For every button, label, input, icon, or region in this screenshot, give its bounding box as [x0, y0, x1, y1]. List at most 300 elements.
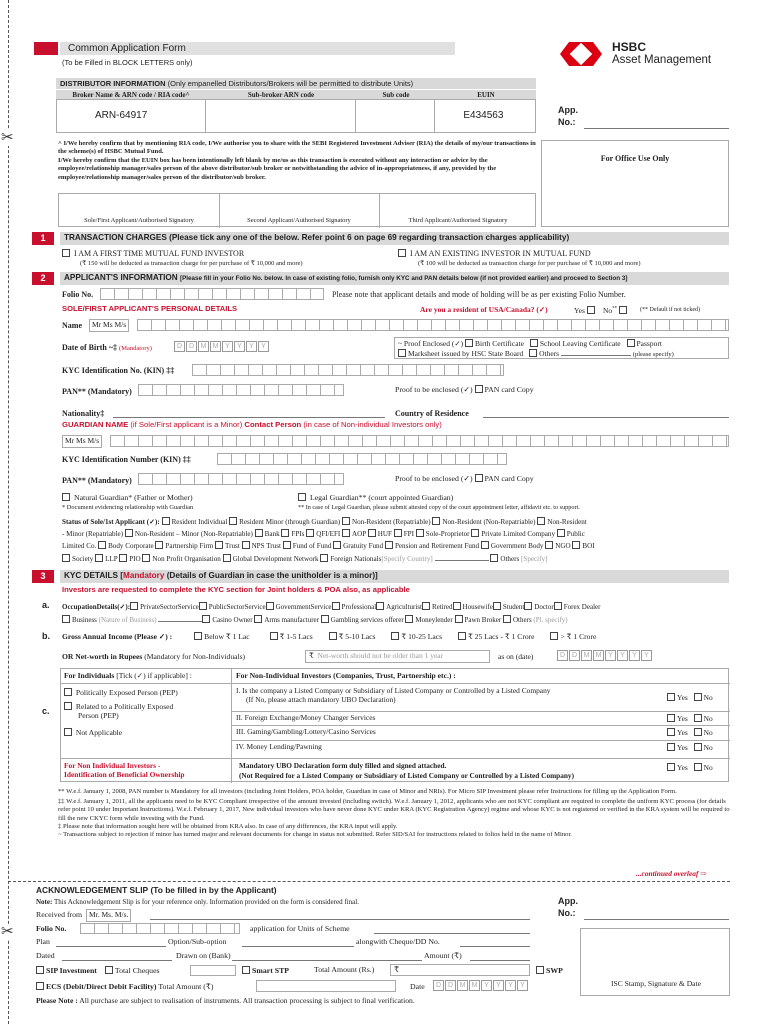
pan-copy-checkbox[interactable] — [475, 385, 483, 393]
total-cheques-checkbox[interactable] — [105, 966, 113, 974]
date-box[interactable]: D — [174, 341, 185, 352]
income-opt: Below ₹ 1 Lac — [204, 632, 250, 641]
passport-label: Passport — [636, 339, 662, 348]
status-checkbox[interactable] — [545, 541, 553, 549]
contact-note: (in case of Non-individual Investors only) — [303, 420, 442, 429]
status-checkbox[interactable] — [215, 541, 223, 549]
occ-checkbox[interactable] — [453, 602, 461, 610]
q2-text: II. Foreign Exchange/Money Changer Services — [236, 713, 376, 722]
income-label: Gross Annual Income (Please ✓) : — [62, 632, 173, 641]
form-title-bar — [60, 42, 455, 55]
occ-opt: Others — [513, 615, 532, 624]
euin-field[interactable]: E434563 — [463, 110, 504, 121]
kyc2-input[interactable] — [217, 453, 507, 465]
networth-placeholder: Net-worth should not be older than 1 year — [317, 651, 444, 660]
pep-table — [60, 668, 729, 782]
ecs-amount-input[interactable] — [256, 980, 396, 992]
status-checkbox[interactable] — [62, 554, 70, 562]
q-yes-checkbox[interactable] — [667, 743, 675, 751]
hsbc-logo — [560, 40, 710, 76]
app-no-line — [584, 128, 729, 129]
status-opt: FPI — [403, 530, 414, 539]
ecs-total-label: Total Amount (₹) — [158, 982, 214, 991]
occ-opt: Doctor — [534, 603, 554, 611]
date-box[interactable]: M — [593, 650, 604, 661]
footnote-4: ~ Transactions subject to rejection if minor has turned major and relevant documents for change in status not submitted. Refer SID/SAI for instructions related to folios held in the name of Minor. — [58, 831, 572, 839]
status-opt: NPS Trust — [251, 542, 281, 551]
nationality-line[interactable] — [113, 417, 385, 418]
sip-checkbox[interactable] — [36, 966, 44, 974]
status-opt: Fund of Fund — [292, 542, 332, 551]
occupation-label: OccupationDetails(✓): — [62, 603, 131, 611]
status-opt: Global Development Network — [232, 554, 319, 563]
occ-checkbox[interactable] — [202, 615, 210, 623]
date-box[interactable]: M — [210, 341, 221, 352]
income-checkbox[interactable] — [270, 632, 278, 640]
status-opt: Non-Resident – Minor (Non-Repatriable) — [134, 530, 253, 539]
legal-guardian[interactable] — [298, 493, 453, 503]
specify-country: [Specify Country] — [381, 554, 433, 563]
form-title: Common Application Form — [68, 43, 186, 54]
date-box[interactable]: Y — [605, 650, 616, 661]
pan2-copy-label: PAN card Copy — [484, 474, 534, 483]
status-opt: Foreign Nationals — [330, 554, 382, 563]
pan2-input[interactable] — [138, 473, 344, 485]
q2-yn[interactable] — [667, 714, 713, 724]
date-box[interactable]: M — [581, 650, 592, 661]
occ-opt: GovernmentService — [275, 603, 332, 611]
total-cheques-label: Total Cheques — [114, 966, 160, 975]
status-checkbox[interactable] — [242, 541, 250, 549]
ubo-no-checkbox[interactable] — [694, 763, 702, 771]
date-box[interactable]: Y — [258, 341, 269, 352]
occ-opt: Agriculturist — [386, 603, 422, 611]
declaration-euin: I/We hereby confirm that the EUIN box has been intentionally left blank by me/us as this transaction is executed without any interaction or advice by the employee/relationship manager/sales person of the above distributor/sub broker or notwithstanding the advice of in-appropriateness, if any, provided by the employee/relationship manager/sales person of the distributor/sub broker. — [58, 156, 497, 181]
date-box[interactable]: Y — [617, 650, 628, 661]
ack-note-label: Note: — [36, 898, 53, 906]
total-amount-text: Total Amount (Rs.) — [314, 965, 375, 974]
date-box[interactable]: Y — [641, 650, 652, 661]
guardian-titles: Mr Ms M/s — [62, 435, 102, 448]
income-checkbox[interactable] — [391, 632, 399, 640]
guardian-name-input[interactable] — [110, 435, 729, 447]
income-opt: ₹ 10-25 Lacs — [401, 632, 443, 641]
q-no-checkbox[interactable] — [694, 743, 702, 751]
occ-checkbox[interactable] — [554, 602, 562, 610]
broker-code-field[interactable]: ARN-64917 — [57, 100, 206, 132]
section-1-number: 1 — [32, 232, 54, 245]
status-checkbox[interactable] — [537, 517, 545, 525]
status-checkbox[interactable] — [119, 554, 127, 562]
total-cheques-input[interactable] — [190, 965, 236, 976]
income-row — [62, 632, 596, 642]
status-checkbox[interactable] — [229, 517, 237, 525]
date-box[interactable]: Y — [629, 650, 640, 661]
ecs-label: ECS (Debit/Direct Debit Facility) — [46, 982, 157, 991]
occ-checkbox[interactable] — [405, 615, 413, 623]
kyc2-label: KYC Identification Number (KIN) ‡‡ — [62, 455, 191, 464]
pan-proof-label: Proof to be enclosed (✓) — [395, 385, 473, 394]
yes-label: Yes — [677, 693, 688, 702]
status-opt: Sole-Proprietor — [425, 530, 470, 539]
ubo-red-1: For Non Individual Investors - — [64, 761, 161, 770]
legal-guardian-checkbox[interactable] — [298, 493, 306, 501]
rpep-option[interactable] — [64, 702, 173, 720]
footnotes — [58, 788, 730, 839]
status-checkbox[interactable] — [572, 541, 580, 549]
ecs-checkbox[interactable] — [36, 982, 44, 990]
date-box[interactable]: D — [186, 341, 197, 352]
status-checkbox[interactable] — [255, 529, 263, 537]
pep-option[interactable] — [64, 688, 178, 698]
ack-heading — [36, 886, 277, 896]
dob-label — [62, 343, 152, 352]
swp-checkbox[interactable] — [536, 966, 544, 974]
ack-date-boxes[interactable] — [433, 980, 529, 991]
occ-checkbox[interactable] — [524, 602, 532, 610]
status-opt: FPIs — [291, 530, 305, 539]
isc-label: ISC Stamp, Signature & Date — [610, 979, 702, 989]
yes-label: Yes — [677, 743, 688, 752]
date-box[interactable]: D — [433, 980, 444, 991]
school-cert-checkbox[interactable] — [530, 339, 538, 347]
status-checkbox[interactable] — [394, 529, 402, 537]
q4-text: IV. Money Lending/Pawning — [236, 742, 322, 751]
q4-yn[interactable] — [667, 743, 713, 753]
pan-label: PAN** (Mandatory) — [62, 387, 132, 396]
pan-proof[interactable] — [395, 385, 534, 395]
date-box[interactable]: Y — [234, 341, 245, 352]
status-checkbox[interactable] — [162, 517, 170, 525]
rpep-label-2: Person (PEP) — [78, 711, 119, 720]
footnote-2: ‡‡ W.e.f. January 1, 2011, all the applicants need to be KYC Compliant irrespective of the amount invested (including switch). W.e.f. January 1, 2012, applicants who are not KYC compliant are required to complete the uniform KYC process (for details refer point 10 under Important Instructions). W.e.f. February 1, 2017, New individual investors who have never done KYC under KRA (KYC Registration Agency) regime and whose KYC is not registered or verified in the KRA system will be required to fill the new CKYC form while investing with the Fund. — [58, 798, 730, 822]
occ-checkbox[interactable] — [493, 602, 501, 610]
smart-stp[interactable] — [242, 966, 289, 976]
q-no-checkbox[interactable] — [694, 728, 702, 736]
folio-label: Folio No. — [62, 290, 94, 299]
pan-input[interactable] — [138, 384, 344, 396]
income-checkbox[interactable] — [194, 632, 202, 640]
dob-text: Date of Birth ~‡ — [62, 343, 118, 352]
occ-checkbox[interactable] — [455, 615, 463, 623]
label-a: a. — [42, 600, 50, 610]
office-use-label: For Office Use Only — [600, 154, 670, 163]
occ-checkbox[interactable] — [266, 602, 274, 610]
sig-third: Third Applicant/Authorised Signatory — [408, 217, 508, 224]
na-checkbox[interactable] — [64, 728, 72, 736]
status-checkbox[interactable] — [125, 529, 133, 537]
nationality-label: Nationality‡ — [62, 409, 105, 418]
sig-second: Second Applicant/Authorised Signatory — [247, 217, 351, 224]
col-broker: Broker Name & ARN code / RIA code^ — [72, 91, 190, 99]
as-on-boxes[interactable] — [557, 650, 653, 661]
name-input[interactable] — [137, 319, 729, 331]
status-opt: Partnership Firm — [165, 542, 214, 551]
contact-person: Contact Person — [244, 420, 302, 429]
income-opt: ₹ 25 Lacs - ₹ 1 Crore — [467, 632, 535, 641]
existing-option[interactable] — [398, 249, 591, 258]
pan2-proof-label: Proof to be enclosed (✓) — [395, 474, 473, 483]
continued-text: ...continued overleaf — [636, 869, 699, 878]
marksheet-label: Marksheet issued by HSC State Board — [408, 348, 524, 358]
kyc-request: Investors are requested to complete the KYC section for Joint holders & POA also, as applicable — [62, 585, 410, 594]
status-others: Others — [500, 554, 520, 563]
sip-row — [36, 966, 160, 976]
date-box[interactable]: Y — [493, 980, 504, 991]
date-box[interactable]: Y — [222, 341, 233, 352]
date-box[interactable]: D — [557, 650, 568, 661]
status-opt: Non-Resident (Non-Repatriable) — [442, 518, 536, 526]
occ-checkbox[interactable] — [254, 615, 262, 623]
folio-input[interactable] — [100, 288, 324, 300]
status-checkbox[interactable] — [283, 541, 291, 549]
occ-opt: Professional — [341, 603, 377, 611]
pep-label: Politically Exposed Person (PEP) — [75, 688, 178, 697]
amount-label: Amount (₹) — [424, 951, 462, 960]
date-box[interactable]: D — [445, 980, 456, 991]
option-line[interactable] — [242, 946, 354, 947]
occ-checkbox[interactable] — [422, 602, 430, 610]
name-titles: Mr Ms M/s — [89, 319, 129, 332]
status-opt: Private Limited Company — [481, 530, 555, 539]
legal-guardian-label: Legal Guardian** (court appointed Guardian) — [309, 493, 454, 502]
q-yes-checkbox[interactable] — [667, 693, 675, 701]
pan2-label: PAN** (Mandatory) — [62, 476, 132, 485]
sip-label: SIP Investment — [46, 966, 97, 975]
natural-guardian-label: Natural Guardian* (Father or Mother) — [73, 493, 193, 502]
cheque-line[interactable] — [460, 946, 530, 947]
subbroker-field[interactable] — [206, 100, 355, 132]
q-no-checkbox[interactable] — [694, 714, 702, 722]
ack-folio-input[interactable] — [80, 923, 240, 934]
swp[interactable] — [536, 966, 563, 976]
status-checkbox[interactable] — [481, 541, 489, 549]
occ-opt: Forex Dealer — [563, 603, 601, 611]
kyc-input[interactable] — [192, 364, 504, 376]
first-time-option[interactable] — [62, 249, 244, 258]
status-checkbox[interactable] — [95, 554, 103, 562]
status-checkbox[interactable] — [320, 554, 328, 562]
first-time-checkbox[interactable] — [62, 249, 70, 257]
office-use-box — [541, 140, 729, 227]
arrow-right-icon: ⇨ — [700, 869, 707, 878]
nature-business: (Nature of Business) — [98, 615, 157, 624]
dated-line[interactable] — [62, 960, 172, 961]
ubo-yn[interactable] — [667, 763, 713, 773]
passport-checkbox[interactable] — [627, 339, 635, 347]
occ-opt: Gambling services offerer — [330, 615, 404, 624]
pan2-copy-checkbox[interactable] — [475, 474, 483, 482]
yes-label: Yes — [677, 728, 688, 737]
status-block: Status of Sole/1st Applicant (✓): Resident Individual Resident Minor (through Guardian) Non-Resident (Repatriable) Non-Resident (Non-Repatriable) Non-Resident - Minor (Repatriable) Non-Resident – Minor (Non-Repatriable) Bank FPIs QFI/EFI AOP HUF FPI Sole-Proprietor Private Limited Company Public Limited Co. Body Corporate Partnership Firm Trust NPS Trust Fund of Fund Gratuity Fund Pension and Retirement Fund Government Body NGO BOI Society LLP PIO Non Profit Organisation Global Development Network Foreign Nationals[Specify Country] Others [Specify] — [62, 518, 595, 563]
specify-label: (please specify) — [632, 350, 674, 358]
q1-text: I. Is the company a Listed Company or Subsidiary of Listed Company or Controlled by a Listed Company — [236, 686, 551, 695]
usa-yes[interactable] — [574, 306, 597, 316]
declaration-ria: ^ I/We hereby confirm that by mentioning RIA code, I/We authorise you to share with the SEBI Registered Investment Adviser (RIA) the details of my/our transactions in the scheme(s) of HSBC Mutual Fund. — [58, 140, 536, 156]
status-opt: Non-Resident (Repatriable) — [351, 518, 431, 526]
occ-checkbox[interactable] — [503, 615, 511, 623]
occ-checkbox[interactable] — [332, 602, 340, 610]
cut-line — [8, 0, 9, 1024]
income-checkbox[interactable] — [329, 632, 337, 640]
status-checkbox[interactable] — [416, 529, 424, 537]
occ-checkbox[interactable] — [376, 602, 384, 610]
occ-opt: PrivateSectorService — [140, 603, 199, 611]
status-opt: NGO — [555, 542, 571, 551]
distributor-heading: DISTRIBUTOR INFORMATION — [60, 79, 166, 88]
ack-note-text: This Acknowledgement Slip is for your reference only. Information provided on the form is considered final. — [53, 898, 359, 906]
sec2-note: [Please fill in your Folio No. below. In case of existing folio, furnish only KYC and PAN details below (if not provided earlier) and proceed to Section 3] — [179, 275, 628, 282]
distributor-note: (Only empanelled Distributors/Brokers will be permitted to distribute Units) — [167, 79, 414, 88]
ubo-declaration: Mandatory UBO Declaration form duly filled and signed attached. — [239, 761, 447, 770]
guardian-heading: GUARDIAN NAME — [62, 420, 129, 429]
occ-checkbox[interactable] — [199, 602, 207, 610]
income-opt: ₹ 1-5 Lacs — [279, 632, 313, 641]
q-yes-checkbox[interactable] — [667, 714, 675, 722]
q3-yn[interactable] — [667, 728, 713, 738]
doc-note-1: * Document evidencing relationship with Guardian — [62, 504, 194, 511]
country-line[interactable] — [483, 417, 729, 418]
status-opt: HUF — [377, 530, 392, 539]
natural-guardian[interactable] — [62, 493, 193, 503]
section-3-header: KYC DETAILS [Mandatory (Details of Guardian in case the unitholder is a minor)] — [60, 570, 729, 583]
option-label: Option/Sub-option — [168, 937, 227, 946]
sec1-note: (Please tick any one of the below. Refer point 6 on page 69 regarding transaction charges applicability) — [169, 233, 570, 242]
status-checkbox[interactable] — [385, 541, 393, 549]
status-opt: Resident Individual — [171, 518, 228, 526]
no-label: No — [703, 743, 713, 752]
dob-boxes[interactable] — [174, 341, 270, 352]
ecs-row[interactable] — [36, 982, 213, 992]
status-opt: Government Body — [490, 542, 544, 551]
status-opt: Pension and Retirement Fund — [394, 542, 480, 551]
status-checkbox[interactable] — [432, 517, 440, 525]
date-box[interactable]: Y — [505, 980, 516, 991]
pan2-proof[interactable] — [395, 474, 534, 484]
usa-no-checkbox[interactable] — [619, 306, 627, 314]
others-checkbox[interactable] — [529, 349, 537, 357]
status-checkbox[interactable] — [368, 529, 376, 537]
no-label: No — [703, 763, 713, 772]
natural-guardian-checkbox[interactable] — [62, 493, 70, 501]
date-box[interactable]: Y — [517, 980, 528, 991]
status-checkbox[interactable] — [490, 554, 498, 562]
status-checkbox[interactable] — [557, 529, 565, 537]
marksheet-checkbox[interactable] — [398, 349, 406, 357]
scissors-icon: ✂ — [1, 924, 14, 940]
status-checkbox[interactable] — [155, 541, 163, 549]
na-option[interactable] — [64, 728, 122, 738]
usa-no-label: No — [603, 306, 613, 315]
usa-no[interactable]: No** — [603, 306, 629, 316]
ack-title: ACKNOWLEDGEMENT SLIP — [36, 885, 149, 895]
networth-input[interactable]: ₹ Net-worth should not be older than 1 year — [305, 650, 490, 663]
footnote-3: ‡ Please note that information sought here will be obtained from KRA also. In case of any differences, the KRA input will apply. — [58, 822, 398, 830]
yes-label: Yes — [677, 763, 688, 772]
sec1-heading: TRANSACTION CHARGES — [64, 233, 167, 242]
occ-opt: PublicSectorService — [208, 603, 266, 611]
status-opt: Gratuity Fund — [343, 542, 384, 551]
status-checkbox[interactable] — [342, 529, 350, 537]
status-checkbox[interactable] — [142, 554, 150, 562]
status-opt: PIO — [129, 554, 141, 563]
q-no-checkbox[interactable] — [694, 693, 702, 701]
ubo-yes-checkbox[interactable] — [667, 763, 675, 771]
status-checkbox[interactable] — [342, 517, 350, 525]
existing-checkbox[interactable] — [398, 249, 406, 257]
date-box[interactable]: M — [457, 980, 468, 991]
first-time-note: (₹ 150 will be deducted as transaction charge for per purchase of ₹ 10,000 and more) — [80, 260, 303, 267]
occ-checkbox[interactable] — [62, 615, 70, 623]
status-checkbox[interactable] — [281, 529, 289, 537]
scheme-line[interactable] — [374, 933, 530, 934]
sec3-heading: KYC DETAILS — [64, 571, 118, 580]
default-note: (** Default if not ticked) — [640, 307, 700, 313]
usa-yes-checkbox[interactable] — [587, 306, 595, 314]
date-box[interactable]: M — [469, 980, 480, 991]
date-box[interactable]: D — [569, 650, 580, 661]
plan-line[interactable] — [56, 946, 166, 947]
date-box[interactable]: M — [198, 341, 209, 352]
no-label: No — [703, 693, 713, 702]
date-box[interactable]: Y — [481, 980, 492, 991]
distributor-section — [56, 78, 536, 133]
plan-label: Plan — [36, 937, 50, 946]
label-c: c. — [42, 706, 50, 716]
rpep-checkbox[interactable] — [64, 702, 72, 710]
bank-line[interactable] — [232, 960, 422, 961]
birth-cert-checkbox[interactable] — [465, 339, 473, 347]
total-amount-label — [314, 966, 374, 975]
status-checkbox[interactable] — [306, 529, 314, 537]
existing-note: (₹ 100 will be deducted as transaction charge for per purchase of ₹ 10,000 and more) — [418, 260, 641, 267]
q1-yn[interactable] — [667, 693, 713, 703]
total-amount-input[interactable]: ₹ — [390, 964, 530, 976]
occ-checkbox[interactable] — [130, 602, 138, 610]
occ-opt: Housewife — [462, 603, 493, 611]
app-no-label — [558, 104, 578, 128]
status-checkbox[interactable] — [333, 541, 341, 549]
status-checkbox[interactable] — [471, 529, 479, 537]
col-subcode: Sub code — [382, 91, 410, 99]
no-label: No — [703, 728, 713, 737]
income-checkbox[interactable] — [550, 632, 558, 640]
amount-line[interactable] — [470, 960, 530, 961]
status-checkbox[interactable] — [223, 554, 231, 562]
rpep-label: Related to a Politically Exposed — [75, 702, 174, 711]
status-opt: LLP — [105, 554, 118, 563]
status-checkbox[interactable] — [98, 541, 106, 549]
occ-checkbox[interactable] — [321, 615, 329, 623]
section-1-header — [60, 232, 729, 245]
q-yes-checkbox[interactable] — [667, 728, 675, 736]
received-line[interactable] — [150, 919, 530, 920]
declaration — [58, 140, 536, 182]
occ-opt: Student — [502, 603, 525, 611]
pep-checkbox[interactable] — [64, 688, 72, 696]
smart-stp-checkbox[interactable] — [242, 966, 250, 974]
status-opt: Trust — [225, 542, 240, 551]
birth-cert-label: Birth Certificate — [475, 339, 524, 348]
ack-app-no-line — [584, 919, 729, 920]
income-checkbox[interactable] — [458, 632, 466, 640]
signature-box[interactable] — [58, 193, 536, 227]
yes-label: Yes — [677, 714, 688, 723]
isc-stamp-box — [580, 928, 730, 996]
school-cert-label: School Leaving Certificate — [539, 339, 621, 348]
subcode-field[interactable] — [356, 100, 436, 132]
date-box[interactable]: Y — [246, 341, 257, 352]
